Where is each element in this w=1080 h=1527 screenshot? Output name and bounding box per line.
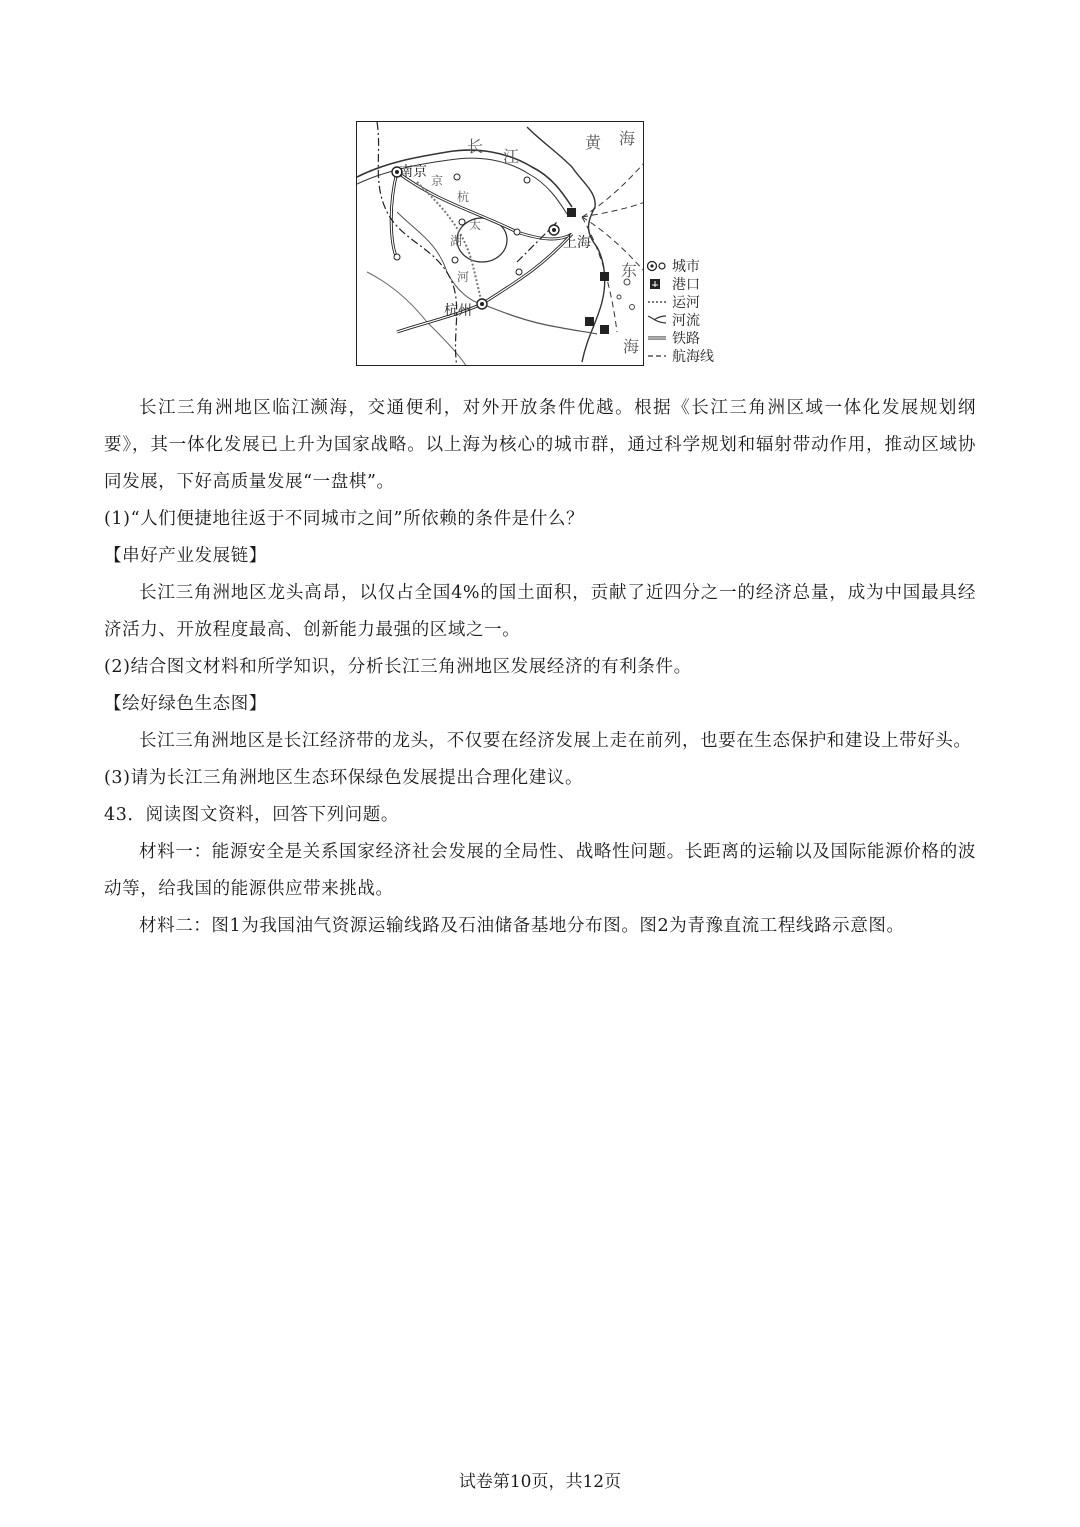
yangtze-delta-map — [356, 121, 644, 366]
material-2: 材料二：图1为我国油气资源运输线路及石油储备基地分布图。图2为青豫直流工程线路示意图。 — [139, 916, 905, 936]
intro-paragraph: 长江三角洲地区临江濒海，交通便利，对外开放条件优越。根据《长江三角洲区域一体化发展规划纲要》，其一体化发展已上升为国家战略。以上海为核心的城市群，通过科学规划和辐射带动作用，推动区域协同发展，下好高质量发展“一盘棋”。 — [104, 398, 976, 492]
shipping-route-1 — [582, 162, 644, 217]
city-hangzhou-marker — [477, 299, 487, 309]
section-heading-ecology: 【绘好绿色生态图】 — [104, 694, 267, 714]
city-shanghai-marker — [549, 225, 559, 235]
map-label-hu: 湖 — [450, 234, 463, 248]
map-label-jiang: 江 — [503, 147, 520, 166]
industry-paragraph: 长江三角洲地区龙头高昂，以仅占全国4%的国土面积，贡献了近四分之一的经济总量，成为中国最具经济活力、开放程度最高、创新能力最强的区域之一。 — [104, 583, 976, 640]
railway-1 — [397, 172, 572, 239]
legend-item-river — [646, 311, 736, 329]
legend-label: 河流 — [672, 313, 700, 329]
yangtze-river-bank — [357, 158, 567, 214]
legend-item-port — [646, 275, 736, 293]
port-marker — [585, 317, 594, 326]
map-drawing — [357, 122, 644, 366]
legend-label: 铁路 — [672, 331, 700, 347]
railway-2 — [482, 234, 572, 304]
railway-icon — [646, 329, 672, 347]
city-marker — [524, 177, 530, 183]
map-label-hai-east: 海 — [623, 337, 640, 356]
legend-item-railway — [646, 329, 736, 347]
river-line-2 — [482, 304, 597, 334]
legend-item-city — [646, 257, 736, 275]
question-3: (3)请为长江三角洲地区生态环保绿色发展提出合理化建议。 — [104, 768, 584, 788]
map-label-nanjing: 南京 — [399, 164, 427, 180]
ecology-paragraph: 长江三角洲地区是长江经济带的龙头，不仅要在经济发展上走在前列，也要在生态保护和建设上带好头。 — [139, 731, 972, 751]
map-label-he: 河 — [457, 270, 470, 284]
question-43-heading: 43．阅读图文资料，回答下列问题。 — [104, 805, 399, 825]
port-marker — [600, 325, 609, 334]
map-label-chang: 长 — [467, 137, 484, 156]
material-1: 材料一：能源安全是关系国家经济社会发展的全局性、战略性问题。长距离的运输以及国际能源价格的波动等，给我国的能源供应带来挑战。 — [104, 842, 976, 899]
section-heading-industry: 【串好产业发展链】 — [104, 546, 267, 566]
map-legend — [646, 257, 736, 365]
city-marker — [454, 174, 460, 180]
railway-1-inner — [397, 172, 572, 239]
port-icon — [646, 275, 672, 293]
city-marker — [452, 257, 458, 263]
city-marker — [459, 219, 465, 225]
port-marker — [567, 208, 576, 217]
river-icon — [646, 311, 672, 329]
legend-label: 航海线 — [672, 349, 714, 365]
legend-label: 港口 — [672, 277, 700, 293]
map-label-hangzhou: 杭州 — [444, 303, 472, 319]
map-label-huang: 黄 — [585, 133, 602, 152]
canal-icon — [646, 293, 672, 311]
legend-label: 城市 — [672, 259, 700, 275]
river-line-3 — [367, 270, 470, 366]
shipping-route-icon — [646, 347, 672, 365]
city-marker — [516, 269, 522, 275]
map-label-jing: 京 — [431, 174, 444, 188]
question-body — [104, 390, 976, 945]
map-label-hang: 杭 — [457, 190, 470, 204]
city-icon — [646, 257, 672, 275]
boundary-line — [377, 122, 457, 366]
legend-item-canal — [646, 293, 736, 311]
legend-item-shipping-route — [646, 347, 736, 365]
map-label-hai-yellow: 海 — [619, 129, 636, 148]
city-marker — [394, 254, 400, 260]
port-marker — [600, 272, 609, 281]
page-footer: 试卷第10页，共12页 — [458, 1472, 622, 1492]
island — [617, 295, 621, 299]
island — [630, 305, 635, 310]
map-label-dong: 东 — [621, 261, 638, 280]
legend-label: 运河 — [672, 295, 700, 311]
map-label-shanghai: 上海 — [563, 235, 591, 251]
city-marker — [514, 229, 520, 235]
map-label-tai: 太 — [469, 218, 482, 232]
question-2: (2)结合图文材料和所学知识，分析长江三角洲地区发展经济的有利条件。 — [104, 657, 692, 677]
question-1: (1)“人们便捷地往返于不同城市之间”所依赖的条件是什么？ — [104, 509, 585, 529]
